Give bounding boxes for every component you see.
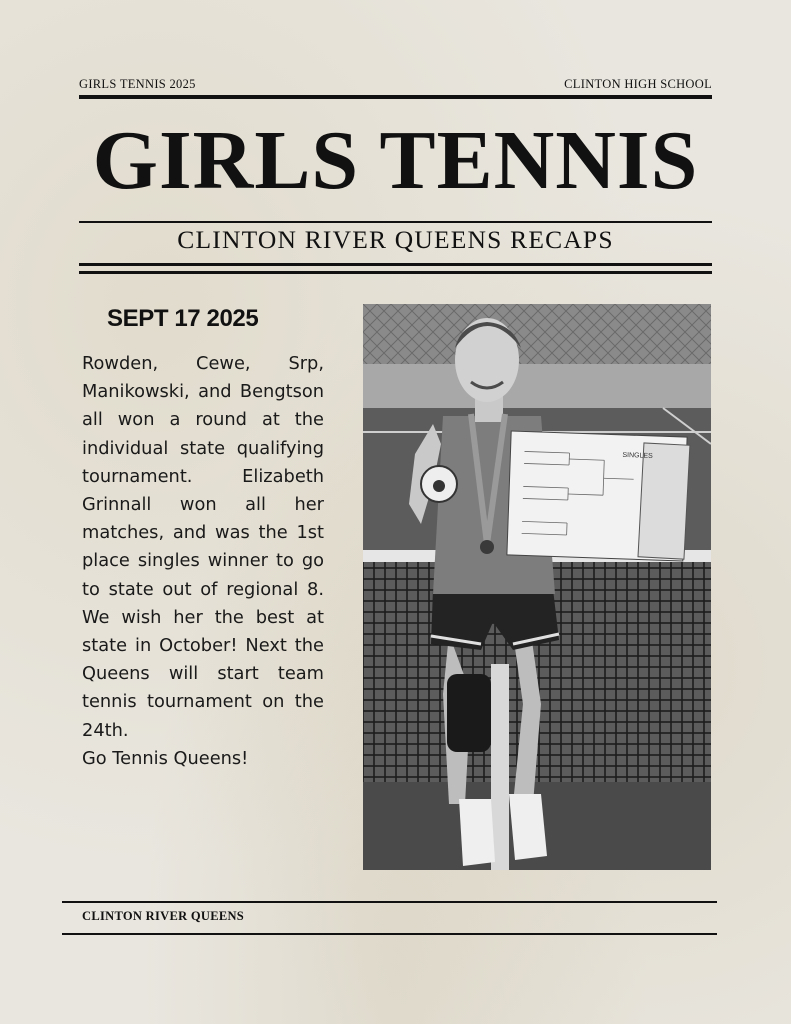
masthead-title: GIRLS TENNIS — [92, 114, 699, 207]
subhead-top-rule — [79, 221, 712, 223]
article-body — [82, 350, 324, 773]
player-photo — [363, 304, 711, 870]
article-text: Rowden, Cewe, Srp, Manikowski, and Bengtson all won a round at the individual state qualifying tournament. Elizabeth Grinnall won all her matches, and was the 1st place singles winner to go to state out of regional 8. We wish her the best at state in October! Next the Queens will start team tennis tournament on the 24th. — [82, 353, 324, 741]
header-left-label: GIRLS TENNIS 2025 — [79, 77, 196, 91]
header-right-label: CLINTON HIGH SCHOOL — [564, 77, 712, 91]
footer-label: CLINTON RIVER QUEENS — [82, 909, 245, 923]
subhead-bottom-rule — [79, 263, 712, 266]
top-rule — [79, 95, 712, 99]
article-date: SEPT 17 2025 — [107, 305, 259, 332]
bracket-title: SINGLES — [622, 451, 653, 460]
subhead-title: CLINTON RIVER QUEENS RECAPS — [177, 225, 614, 254]
subhead-bottom-rule-2 — [79, 271, 712, 274]
top-bar — [79, 77, 712, 93]
footer-bottom-rule — [62, 933, 717, 935]
article-closing: Go Tennis Queens! — [82, 747, 249, 769]
player-photo-illustration — [363, 304, 711, 870]
footer-top-rule — [62, 901, 717, 903]
